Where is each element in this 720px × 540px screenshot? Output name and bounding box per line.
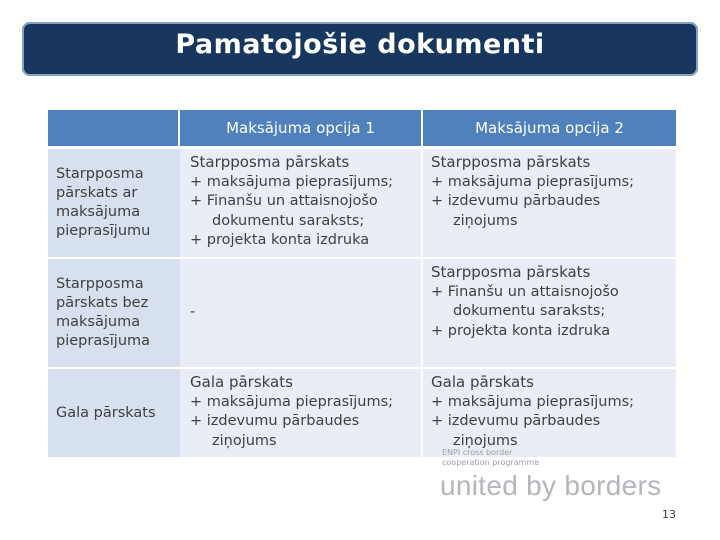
row-label-interim-with-payment: Starpposma pārskats ar maksājuma pieprasījumu	[48, 149, 180, 259]
cell-option-2	[423, 149, 676, 259]
cell-line: + izdevumu pārbaudes	[431, 193, 601, 209]
programme-line-1: ENPI cross border	[442, 448, 513, 457]
cell-line: ziņojums	[453, 212, 518, 229]
page-number: 13	[662, 508, 676, 521]
cell-heading: Starpposma pārskats	[431, 153, 591, 171]
cell-line: + Finanšu un attaisnojošo	[190, 193, 378, 209]
cell-line: dokumentu saraksts;	[212, 212, 365, 229]
cell-dash: -	[190, 304, 196, 321]
table-row	[48, 369, 676, 459]
cell-line: ziņojums	[212, 432, 277, 449]
programme-line-2: cooperation programme	[442, 458, 540, 467]
documents-table	[48, 110, 676, 459]
cell-line: + Finanšu un attaisnojošo	[431, 283, 619, 300]
programme-caption	[442, 448, 539, 468]
cell-line: + izdevumu pārbaudes	[431, 413, 601, 429]
cell-option-1	[180, 369, 423, 459]
cell-option-2	[423, 259, 676, 369]
cell-line: + projekta konta izdruka	[190, 232, 370, 248]
cell-line: dokumentu saraksts;	[453, 303, 606, 319]
cell-line: + maksājuma pieprasījums;	[431, 393, 635, 410]
cell-line: + maksājuma pieprasījums;	[431, 173, 635, 190]
cell-heading: Gala pārskats	[431, 373, 534, 391]
header-option-1: Maksājuma opcija 1	[180, 110, 423, 149]
table-header-row	[48, 110, 676, 149]
header-empty	[48, 110, 180, 149]
table-row	[48, 149, 676, 259]
cell-option-1	[180, 149, 423, 259]
slide-title: Pamatojošie dokumenti	[175, 29, 545, 60]
cell-line: + izdevumu pārbaudes	[190, 413, 360, 429]
cell-heading: Starpposma pārskats	[431, 263, 591, 281]
cell-option-1	[180, 259, 423, 369]
cell-line: + projekta konta izdruka	[431, 322, 611, 339]
row-label-final-report: Gala pārskats	[48, 369, 180, 459]
title-banner	[22, 22, 698, 76]
cell-heading: Gala pārskats	[190, 373, 293, 391]
cell-line: + maksājuma pieprasījums;	[190, 173, 394, 190]
cell-heading: Starpposma pārskats	[190, 153, 350, 171]
table-row	[48, 259, 676, 369]
header-option-2: Maksājuma opcija 2	[423, 110, 676, 149]
slogan-logo: united by borders	[440, 470, 662, 501]
cell-line: + maksājuma pieprasījums;	[190, 393, 394, 410]
row-label-interim-without-payment: Starpposma pārskats bez maksājuma pieprasījuma	[48, 259, 180, 369]
cell-option-2	[423, 369, 676, 459]
cell-line: ziņojums	[453, 432, 518, 449]
